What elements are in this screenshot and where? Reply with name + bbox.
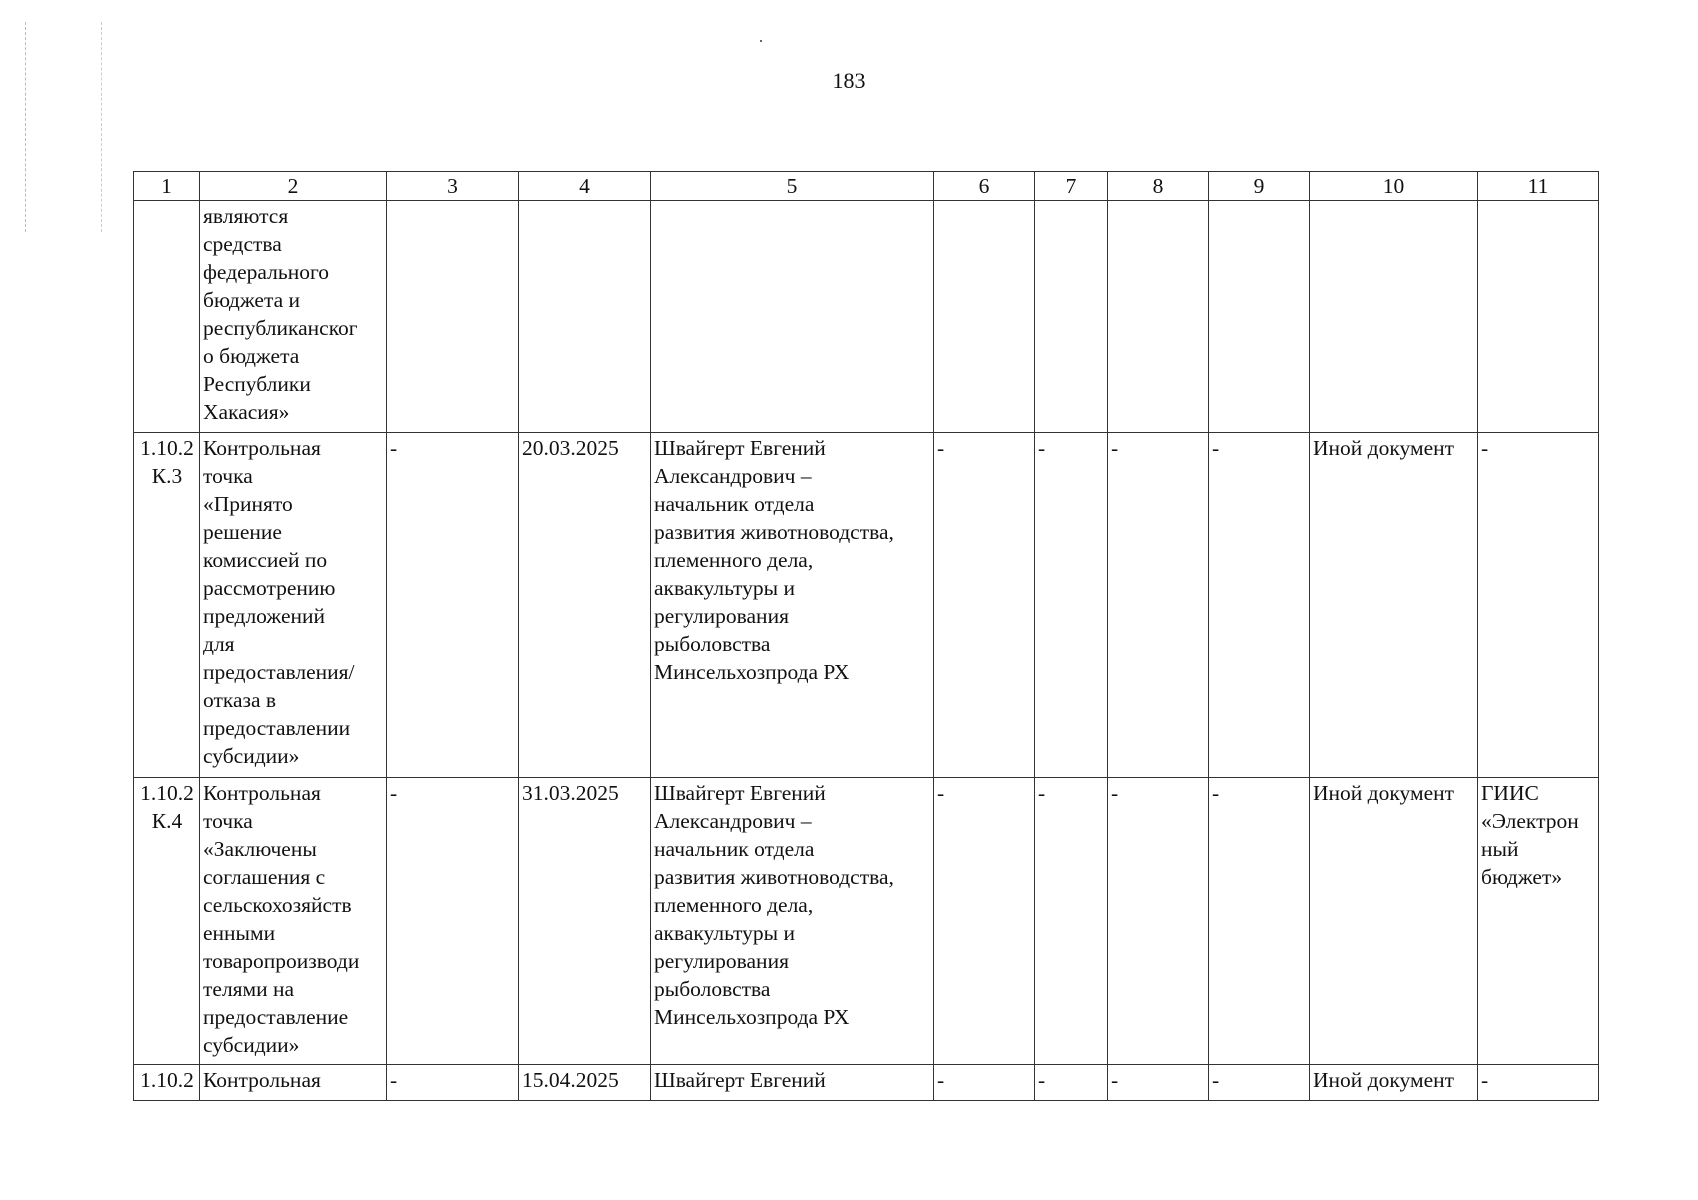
cell: - [387, 778, 519, 1065]
date-cell [519, 201, 651, 433]
column-header: 2 [200, 172, 387, 201]
cell [387, 201, 519, 433]
name-cell: Контрольная точка «Принято решение комиссией по рассмотрению предложений для предоставления/ отказа в предоставлении субсидии» [200, 433, 387, 778]
system-cell: - [1478, 433, 1599, 778]
column-header: 7 [1035, 172, 1108, 201]
date-cell: 31.03.2025 [519, 778, 651, 1065]
row-number-cell: 1.10.2 К.3 [134, 433, 200, 778]
system-cell [1478, 201, 1599, 433]
column-header: 10 [1310, 172, 1478, 201]
cell: - [1035, 433, 1108, 778]
row-number-cell: 1.10.2 [134, 1065, 200, 1101]
document-type-cell: Иной документ [1310, 433, 1478, 778]
date-cell: 15.04.2025 [519, 1065, 651, 1101]
responsible-cell: Швайгерт Евгений [651, 1065, 934, 1101]
cell: - [934, 778, 1035, 1065]
row-number-cell [134, 201, 200, 433]
column-header: 1 [134, 172, 200, 201]
column-header: 6 [934, 172, 1035, 201]
name-cell: Контрольная [200, 1065, 387, 1101]
column-header: 5 [651, 172, 934, 201]
name-cell: являются средства федерального бюджета и республиканског о бюджета Республики Хакасия» [200, 201, 387, 433]
cell: - [934, 433, 1035, 778]
header-row [134, 172, 1599, 201]
column-header: 9 [1209, 172, 1310, 201]
table-row [134, 433, 1599, 778]
system-cell: - [1478, 1065, 1599, 1101]
date-cell: 20.03.2025 [519, 433, 651, 778]
cell: - [934, 1065, 1035, 1101]
cell [1035, 201, 1108, 433]
cell: - [1108, 778, 1209, 1065]
system-cell: ГИИС «Электрон ный бюджет» [1478, 778, 1599, 1065]
cell [1209, 201, 1310, 433]
responsible-cell: Швайгерт Евгений Александрович – начальник отдела развития животноводства, племенного дела, аквакультуры и регулирования рыболовства Минсельхозпрода РХ [651, 433, 934, 778]
document-table [133, 171, 1599, 1101]
row-number-cell: 1.10.2 К.4 [134, 778, 200, 1065]
cell: - [387, 433, 519, 778]
cell: - [1209, 778, 1310, 1065]
cell: - [1035, 1065, 1108, 1101]
page-number: 183 [832, 68, 866, 93]
cell: - [1108, 433, 1209, 778]
cell: - [387, 1065, 519, 1101]
column-header: 4 [519, 172, 651, 201]
responsible-cell: Швайгерт Евгений Александрович – начальник отдела развития животноводства, племенного дела, аквакультуры и регулирования рыболовства Минсельхозпрода РХ [651, 778, 934, 1065]
document-type-cell [1310, 201, 1478, 433]
cell [1108, 201, 1209, 433]
scan-speck [760, 40, 762, 42]
name-cell: Контрольная точка «Заключены соглашения с сельскохозяйств енными товаропроизводи телями на предоставление субсидии» [200, 778, 387, 1065]
column-header: 11 [1478, 172, 1599, 201]
table-row [134, 1065, 1599, 1101]
cell: - [1035, 778, 1108, 1065]
scan-artifact [25, 22, 102, 232]
cell: - [1209, 1065, 1310, 1101]
responsible-cell [651, 201, 934, 433]
cell: - [1108, 1065, 1209, 1101]
table-row [134, 201, 1599, 433]
table-row [134, 778, 1599, 1065]
column-header: 8 [1108, 172, 1209, 201]
document-type-cell: Иной документ [1310, 1065, 1478, 1101]
column-header: 3 [387, 172, 519, 201]
cell: - [1209, 433, 1310, 778]
document-type-cell: Иной документ [1310, 778, 1478, 1065]
cell [934, 201, 1035, 433]
